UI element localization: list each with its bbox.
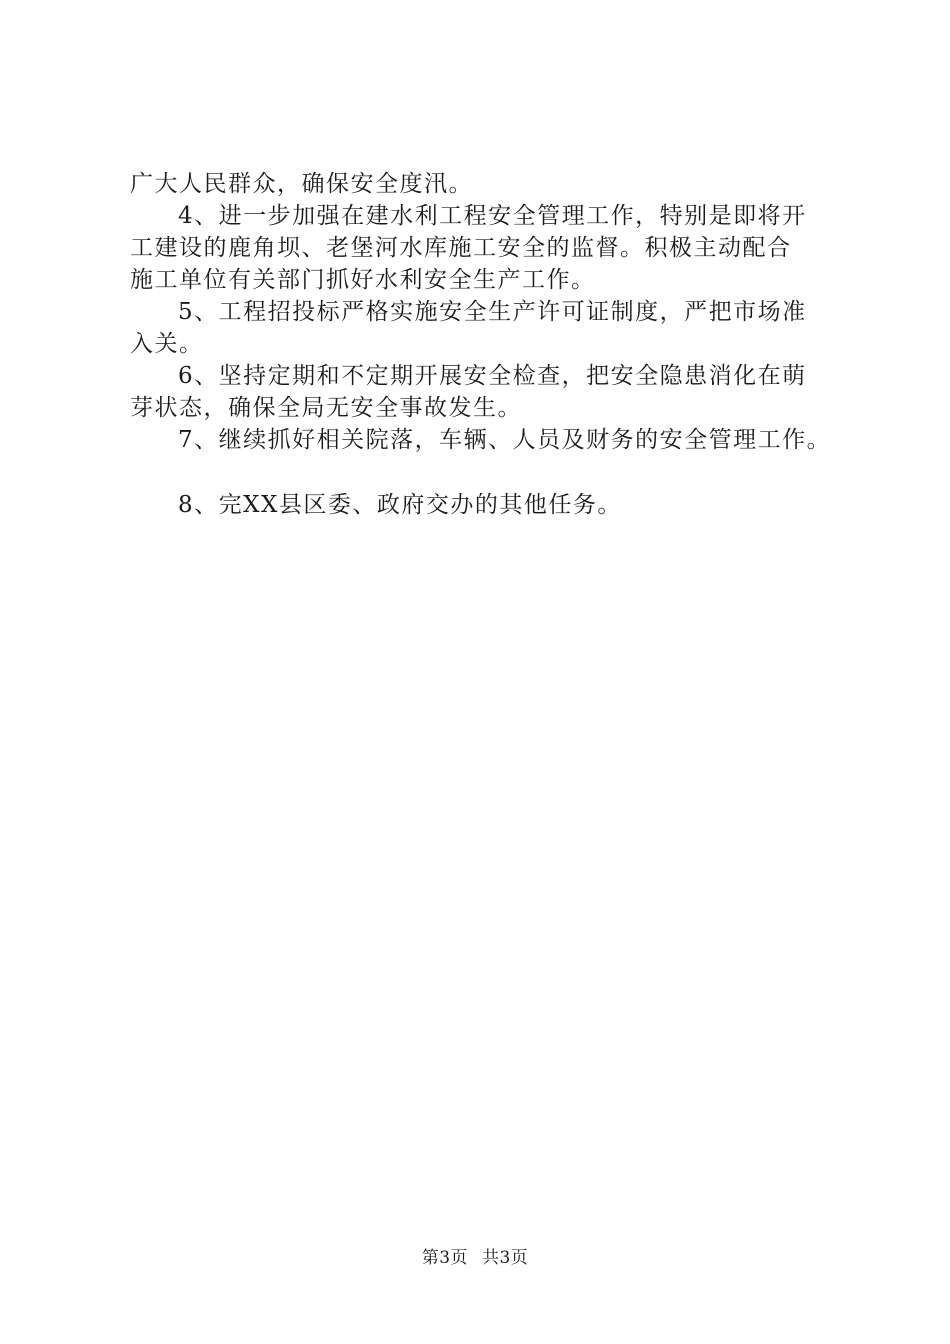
- paragraph-line: 8、完XX县区委、政府交办的其他任务。: [178, 492, 622, 518]
- paragraph-line: 施工单位有关部门抓好水利安全生产工作。: [130, 267, 596, 293]
- paragraph-line: 5、工程招投标严格实施安全生产许可证制度，严把市场准: [178, 299, 807, 325]
- paragraph-line: 广大人民群众，确保安全度汛。: [130, 171, 473, 197]
- page-footer: [0, 1243, 950, 1268]
- page-number-current: 第3页: [421, 1248, 469, 1268]
- paragraph-line: 工建设的鹿角坝、老堡河水库施工安全的监督。积极主动配合: [130, 235, 792, 261]
- paragraph-line: 7、继续抓好相关院落，车辆、人员及财务的安全管理工作。: [178, 427, 832, 453]
- page-number-total: 共3页: [481, 1248, 529, 1268]
- paragraph-line: 芽状态，确保全局无安全事故发生。: [130, 395, 522, 421]
- paragraph-line: 入关。: [130, 331, 204, 357]
- document-body: [130, 168, 850, 521]
- paragraph-line: 6、坚持定期和不定期开展安全检查，把安全隐患消化在萌: [178, 363, 807, 389]
- paragraph-line: 4、进一步加强在建水利工程安全管理工作，特别是即将开: [178, 203, 807, 229]
